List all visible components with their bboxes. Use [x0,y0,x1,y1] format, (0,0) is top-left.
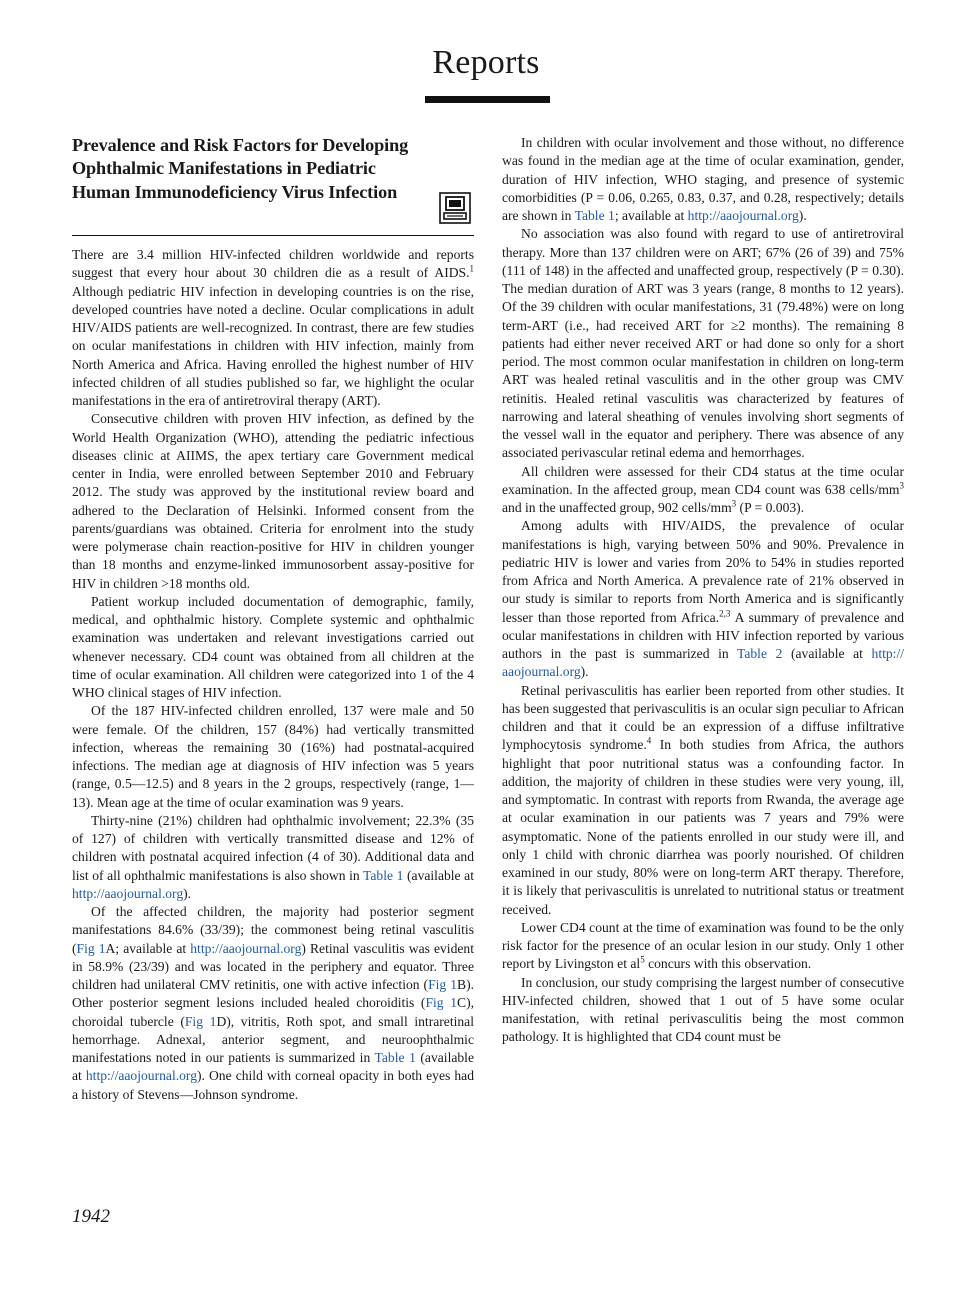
paragraph: Patient workup included documentation of demographic, family, medical, and ophthalmic history. Complete systemic and ophthalmic examination was undertaken and relevant investigations carried out whenever necessary. CD4 count was obtained from all children at the time of ocular examination. All children were categorized into 1 of the 4 WHO clinical stages of HIV infection. [72,593,474,700]
left-column [72,134,474,1104]
citation[interactable]: 4 [646,735,652,746]
table-link[interactable]: Table 1 [363,867,404,883]
url-link[interactable]: http://aaojournal.org [72,885,184,901]
url-link[interactable]: http://aaojournal.org [190,940,302,956]
article-title: Prevalence and Risk Factors for Developing Ophthalmic Manifestations in Pediatric Human Immunodeficiency Virus Infection [72,135,409,202]
header-rule [425,96,550,103]
paragraph: No association was also found with regard to use of antiretroviral therapy. More than 137 children were on ART; 67% (26 of 39) and 75% (111 of 148) in the affected and unaffected group, respectively (P = 0.30). The median duration of ART was 3 years (range, 8 months to 12 years). Of the 39 children with ocular manifestations, 31 (79.48%) were on long term-ART (i.e., had received ART for ≥2 months). The remaining 8 patients had either never received ART or had done so only for a short period. The most common ocular manifestation in children on long-term ART was healed retinal vasculitis and in the other group was CMV retinitis. Healed retinal vasculitis was characterized by features of narrowing and lateral sheathing of venules involving short segments of the vessel wall in the equator and periphery. There was absence of any associated perivascular retinal edema and hemorrhages. [502,226,904,461]
paragraph: There are 3.4 million HIV-infected children worldwide and reports suggest that every hour about 30 children die as a result of AIDS.$^1$ Although pediatric HIV infection in developing countries is on the rise, developed countries have noted a decline. Ocular complications in adult HIV/AIDS patients are well-recognized. In contrast, there are few studies on ocular manifestations in children with HIV infection, mainly from North America and Africa. Having enrolled the highest number of HIV infected children of all studies published so far, we highlight the ocular manifestations in the era of antiretroviral therapy (ART). [72,247,474,408]
page-number: 1942 [72,1206,110,1227]
superscript: 3 [899,480,904,491]
superscript: 3 [731,498,737,509]
section-header: Reports [432,44,540,81]
citation[interactable]: 2,3 [719,607,731,618]
computer-icon [439,192,471,224]
citation[interactable]: 5 [640,954,645,965]
paragraph: In conclusion, our study comprising the largest number of consecutive HIV-infected children, showed that 1 out of 5 have some ocular manifestation, with retinal perivasculitis being the most common pathology. It is highlighted that CD4 count must be [502,974,904,1045]
paragraph: Of the 187 HIV-infected children enrolled, 137 were male and 50 were female. Of the children, 157 (84%) had vertically transmitted infection, whereas the remaining 30 (16%) had postnatal-acquired infections. The median age at diagnosis of HIV infection was 5 years (range, 0.5—12.5) and 8 years in the 2 groups, respectively (range, 1—13). Mean age at the time of ocular examination was 9 years. [72,703,474,810]
title-rule [72,235,474,237]
figure-link[interactable]: Fig 1 [184,1013,217,1029]
paragraph: All children were assessed for their CD4 status at the time ocular examination. In the affected group, mean CD4 count was 638 cells/mm$^3$ and in the unaffected group, 902 cells/mm$^3$ (P = 0.003). [502,463,904,515]
url-link[interactable]: http://aaojournal.org [85,1068,197,1084]
table-link[interactable]: Table 1 [374,1050,416,1065]
table-link[interactable]: Table 1 [574,208,615,223]
url-link[interactable]: http:// aaojournal.org [502,646,904,680]
paragraph: Lower CD4 count at the time of examination was found to be the only risk factor for the presence of an ocular lesion in our study. Only 1 other report by Livingston et al$^5$ concurs with this observation. [502,919,904,972]
title-block [72,134,474,236]
paragraph: In children with ocular involvement and those without, no difference was found in the median age at the time of ocular examination, gender, duration of HIV infection, WHO staging, and presence of systemic comorbidities (P = 0.06, 0.265, 0.83, 0.37, and 0.28, respectively; details are shown in Table 1; available at http://aaojournal.org). [502,135,904,223]
url-link[interactable]: http://aaojournal.org [687,208,799,223]
paragraph: Retinal perivasculitis has earlier been reported from other studies. It has been suggested that perivasculitis is an ocular sign peculiar to African children and that it could be an expression of a diffuse infiltrative lymphocytosis syndrome.$^4$ In both studies from Africa, the authors highlight that poor nutritional status was a confounding factor. In addition, the majority of children in these studies were very young, ill, and symptomatic. In contrast with reports from Rwanda, the average age at ocular examination in our patients was 7 years and 79% were asymptomatic. None of the patients enrolled in our study were ill, and only 1 child with chronic diarrhea was poorly nourished. Of children examined in our study, 80% were on long-term ART therapy. Therefore, it is likely that perivasculitis is unrelated to nutritional status or treatment received. [502,682,904,917]
paragraph: Thirty-nine (21%) children had ophthalmic involvement; 22.3% (35 of 127) of children with vertically transmitted disease and 12% of children with postnatal acquired infection (4 of 30). Additional data and list of all ophthalmic manifestations is also shown in Table 1 (available at http://aaojournal.org). [72,812,474,901]
paragraph: Of the affected children, the majority had posterior segment manifestations 84.6% (33/39); the commonest being retinal vasculitis (Fig 1A; available at http://aaojournal.org) Retinal vasculitis was evident in 58.9% (23/39) and was located in the periphery and equator. Three children had unilateral CMV retinitis, one with active infection (Fig 1B). Other posterior segment lesions included healed choroiditis (Fig 1C), choroidal tubercle (Fig 1D), vitritis, Roth spot, and small intraretinal hemorrhage. Adnexal, anterior segment, and neuroophthalmic manifestations noted in our patients is summarized in Table 1 (available at http://aaojournal.org). One child with corneal opacity in both eyes had a history of Stevens—Johnson syndrome. [72,904,474,1102]
paragraph: Consecutive children with proven HIV infection, as defined by the World Health Organization (WHO), attending the pediatric infectious diseases clinic at AIIMS, the apex tertiary care Government medical center in India, were enrolled between September 2010 and February 2012. The study was approved by the institutional review board and adhered to the Declaration of Helsinki. Informed consent from the parents/guardians was obtained. Criteria for enrolment into the study were polymerase chain reaction-positive for HIV in children younger than 18 months and enzyme-linked immunosorbent assay-positive for HIV in children >18 months old. [72,411,474,591]
figure-link[interactable]: Fig 1 [428,977,457,992]
figure-link[interactable]: Fig 1 [425,995,457,1011]
figure-link[interactable]: Fig 1 [76,940,106,956]
right-column [502,134,904,1047]
paragraph: Among adults with HIV/AIDS, the prevalence of ocular manifestations is high, varying between 50% and 90%. Prevalence in pediatric HIV is lower and varies from 20% to 54% in studies reported from Africa and North America. A prevalence rate of 21% observed in our study is similar to reports from North America and is significantly lesser than those reported from Africa.$^{2,3}$ A summary of prevalence and ocular manifestations in children with HIV infection reported by various authors in the past is summarized in Table 2 (available at http:// aaojournal.org). [502,518,904,680]
citation[interactable]: 1 [469,263,474,274]
table-link[interactable]: Table 2 [737,646,783,661]
